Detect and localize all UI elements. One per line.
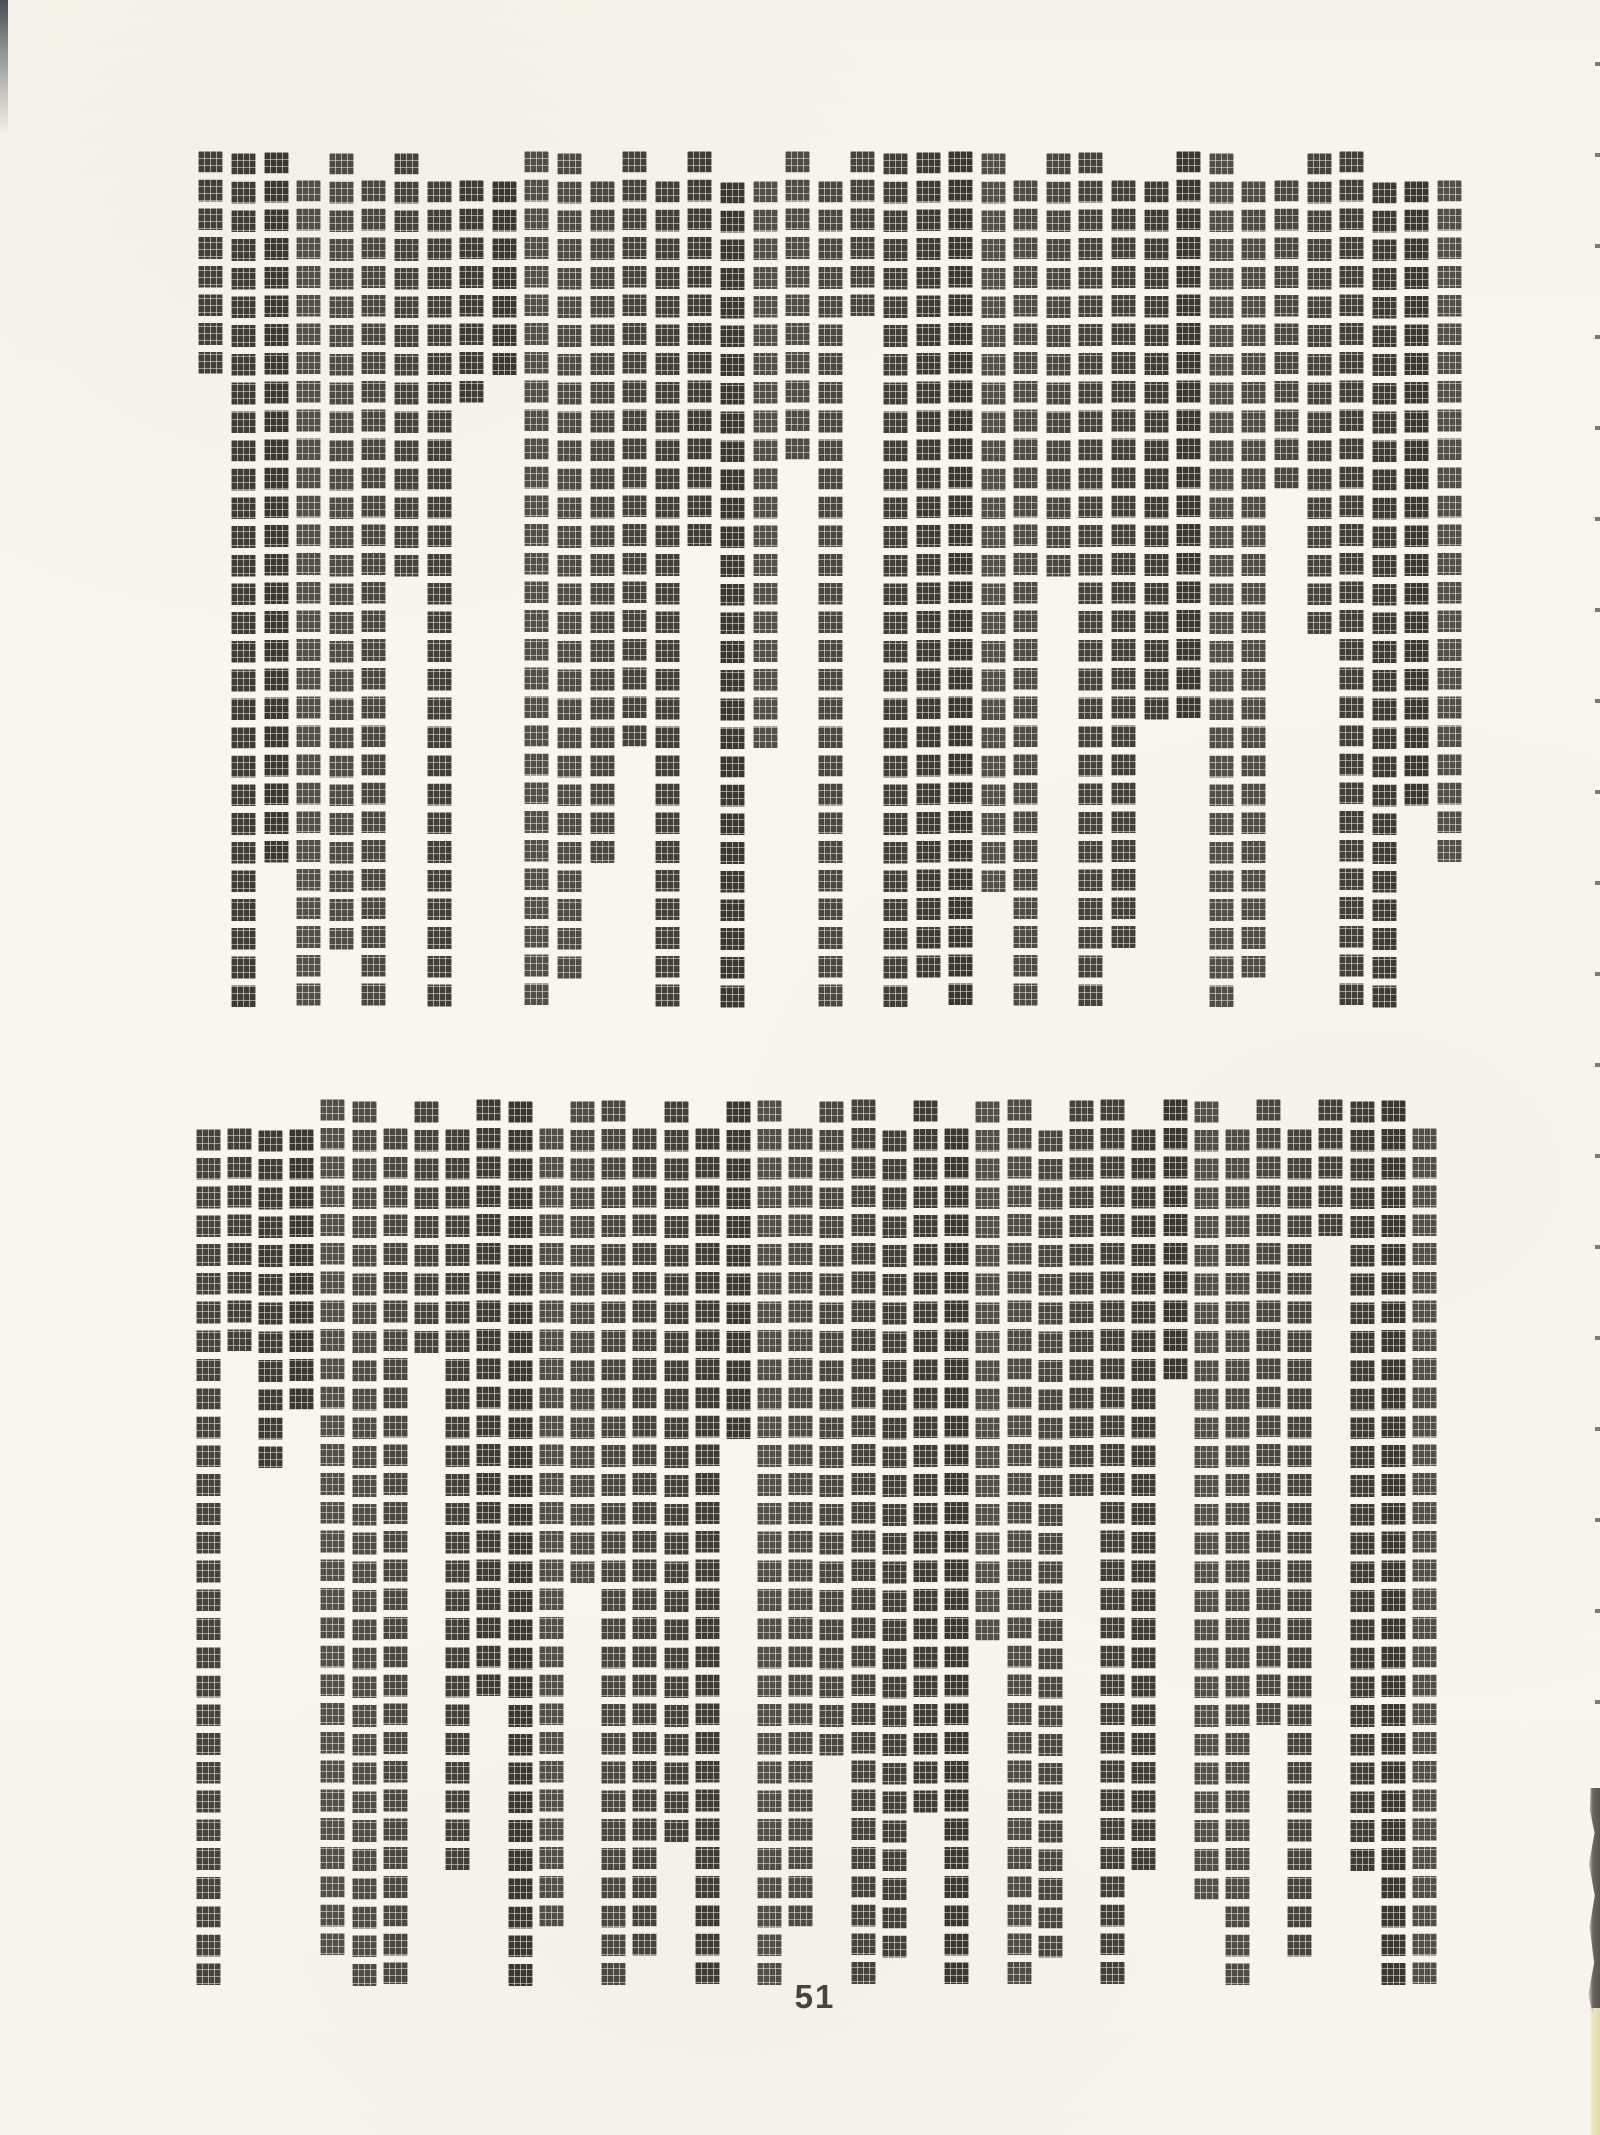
- text-column: [445, 1129, 470, 1871]
- scan-edge-smudge: [0, 0, 8, 135]
- text-column: [539, 1128, 564, 1928]
- text-column: [414, 1101, 439, 1354]
- text-column: [1144, 181, 1169, 720]
- scan-edge-yellow-strip: [1589, 2008, 1600, 2135]
- text-column: [1194, 1101, 1219, 1901]
- text-column: [196, 1129, 221, 1986]
- text-column: [883, 153, 908, 1008]
- text-column: [1318, 1099, 1343, 1237]
- text-column: [570, 1101, 595, 1584]
- text-column: [622, 151, 647, 748]
- text-column: [1372, 182, 1397, 1008]
- text-column: [975, 1101, 1000, 1642]
- text-column: [819, 1101, 844, 1757]
- text-column: [320, 1099, 345, 1956]
- text-column: [1013, 180, 1038, 1006]
- text-column: [329, 153, 354, 951]
- text-column: [720, 182, 745, 1008]
- text-column: [753, 181, 778, 749]
- text-column: [1100, 1099, 1125, 1985]
- text-column: [944, 1128, 969, 1985]
- scan-edge-ticks: [1595, 62, 1600, 1752]
- upper-text-block: [190, 152, 1462, 1013]
- text-column: [1307, 153, 1332, 635]
- text-column: [726, 1101, 751, 1440]
- text-column: [289, 1129, 314, 1411]
- page-number: 51: [794, 1978, 836, 2015]
- text-column: [851, 1099, 876, 1985]
- text-column: [1007, 1099, 1032, 1985]
- text-column: [476, 1099, 501, 1697]
- text-column: [916, 152, 941, 978]
- text-column: [1069, 1100, 1094, 1497]
- text-column: [1412, 1128, 1437, 1985]
- text-column: [664, 1101, 689, 1843]
- text-column: [1176, 151, 1201, 719]
- text-column: [352, 1101, 377, 1987]
- text-column: [1381, 1100, 1406, 1986]
- text-column: [695, 1128, 720, 1985]
- text-column: [394, 153, 419, 578]
- text-column: [687, 151, 712, 547]
- text-column: [1256, 1099, 1281, 1726]
- text-column: [1241, 181, 1266, 979]
- text-column: [1111, 180, 1136, 949]
- text-column: [1350, 1101, 1375, 1872]
- text-column: [632, 1128, 657, 1956]
- text-column: [1274, 180, 1299, 490]
- text-column: [1038, 1130, 1063, 1958]
- text-column: [818, 181, 843, 1007]
- text-column: [655, 181, 680, 1007]
- text-column: [882, 1130, 907, 1958]
- scan-edge-dark-strip: [1587, 1788, 1600, 2012]
- text-column: [948, 151, 973, 1006]
- text-column: [1339, 151, 1364, 1006]
- text-column: [1131, 1129, 1156, 1871]
- text-column: [601, 1100, 626, 1986]
- text-column: [1163, 1099, 1188, 1381]
- text-column: [1404, 181, 1429, 806]
- text-column: [1287, 1129, 1312, 1957]
- text-column: [788, 1128, 813, 1928]
- text-column: [459, 180, 484, 404]
- text-column: [227, 1128, 252, 1352]
- text-column: [1078, 152, 1103, 1007]
- text-column: [492, 181, 517, 376]
- text-column: [231, 153, 256, 1008]
- text-column: [850, 151, 875, 317]
- text-column: [1046, 153, 1071, 578]
- text-column: [296, 180, 321, 1006]
- text-column: [1225, 1129, 1250, 1986]
- text-column: [258, 1130, 283, 1469]
- text-column: [361, 180, 386, 1006]
- text-column: [1209, 153, 1234, 1008]
- text-column: [427, 181, 452, 1007]
- text-column: [383, 1128, 408, 1985]
- text-column: [981, 153, 1006, 893]
- text-column: [524, 151, 549, 1006]
- text-column: [198, 151, 223, 375]
- text-column: [508, 1101, 533, 1987]
- text-column: [785, 151, 810, 461]
- lower-text-block: [189, 1100, 1437, 1992]
- text-column: [264, 152, 289, 864]
- text-column: [557, 153, 582, 979]
- text-column: [913, 1100, 938, 1813]
- text-column: [590, 181, 615, 864]
- text-column: [1437, 180, 1462, 863]
- text-column: [757, 1100, 782, 1986]
